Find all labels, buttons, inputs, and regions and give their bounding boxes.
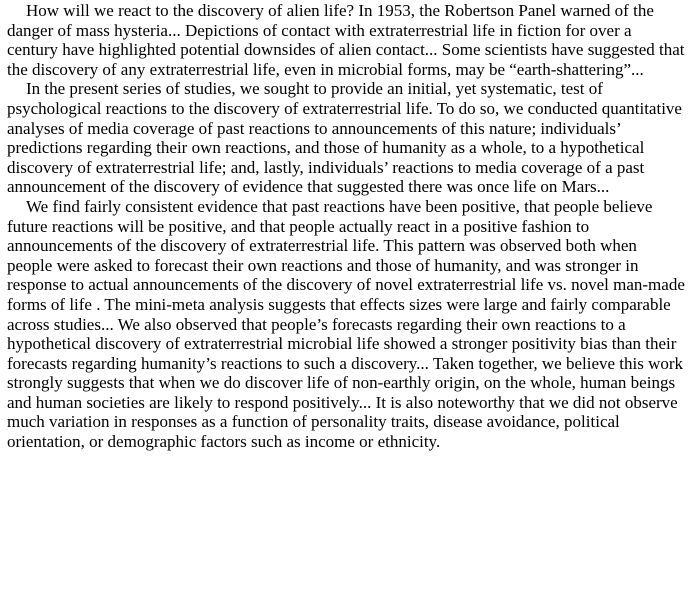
document-body <box>7 1 685 452</box>
paragraph-intro: How will we react to the discovery of alien life? In 1953, the Robertson Panel warned of the danger of mass hysteria... Depictions of contact with extraterrestrial life in fiction for over a century have highlighted potential downsides of alien contact... Some scientists have suggested that the discovery of any extraterrestrial life, even in microbial forms, may be “earth-shattering”... <box>7 1 685 79</box>
paragraph-methods: In the present series of studies, we sought to provide an initial, yet systematic, test of psychological reactions to the discovery of extraterrestrial life. To do so, we conducted quantitative analyses of media coverage of past reactions to announcements of this nature; individuals’ predictions regarding their own reactions, and those of humanity as a whole, to a hypothetical discovery of extraterrestrial life; and, lastly, individuals’ reactions to media coverage of a past announcement of the discovery of evidence that suggested there was once life on Mars... <box>7 79 682 197</box>
paragraph-findings: We find fairly consistent evidence that past reactions have been positive, that people believe future reactions will be positive, and that people actually react in a positive fashion to announcements of the discovery of extraterrestrial life. This pattern was observed both when people were asked to forecast their own reactions and those of humanity, and was stronger in response to actual announcements of the discovery of novel extraterrestrial life vs. novel man-made forms of life . The mini-meta analysis suggests that effects sizes were large and fairly comparable across studies... We also observed that people’s forecasts regarding their own reactions to a hypothetical discovery of extraterrestrial microbial life showed a stronger positivity bias than their forecasts regarding humanity’s reactions to such a discovery... Taken together, we believe this work strongly suggests that when we do discover life of non-earthly origin, on the whole, human beings and human societies are likely to respond positively... It is also noteworthy that we did not observe much variation in responses as a function of personality traits, disease avoidance, political orientation, or demographic factors such as income or ethnicity. <box>7 196 685 452</box>
